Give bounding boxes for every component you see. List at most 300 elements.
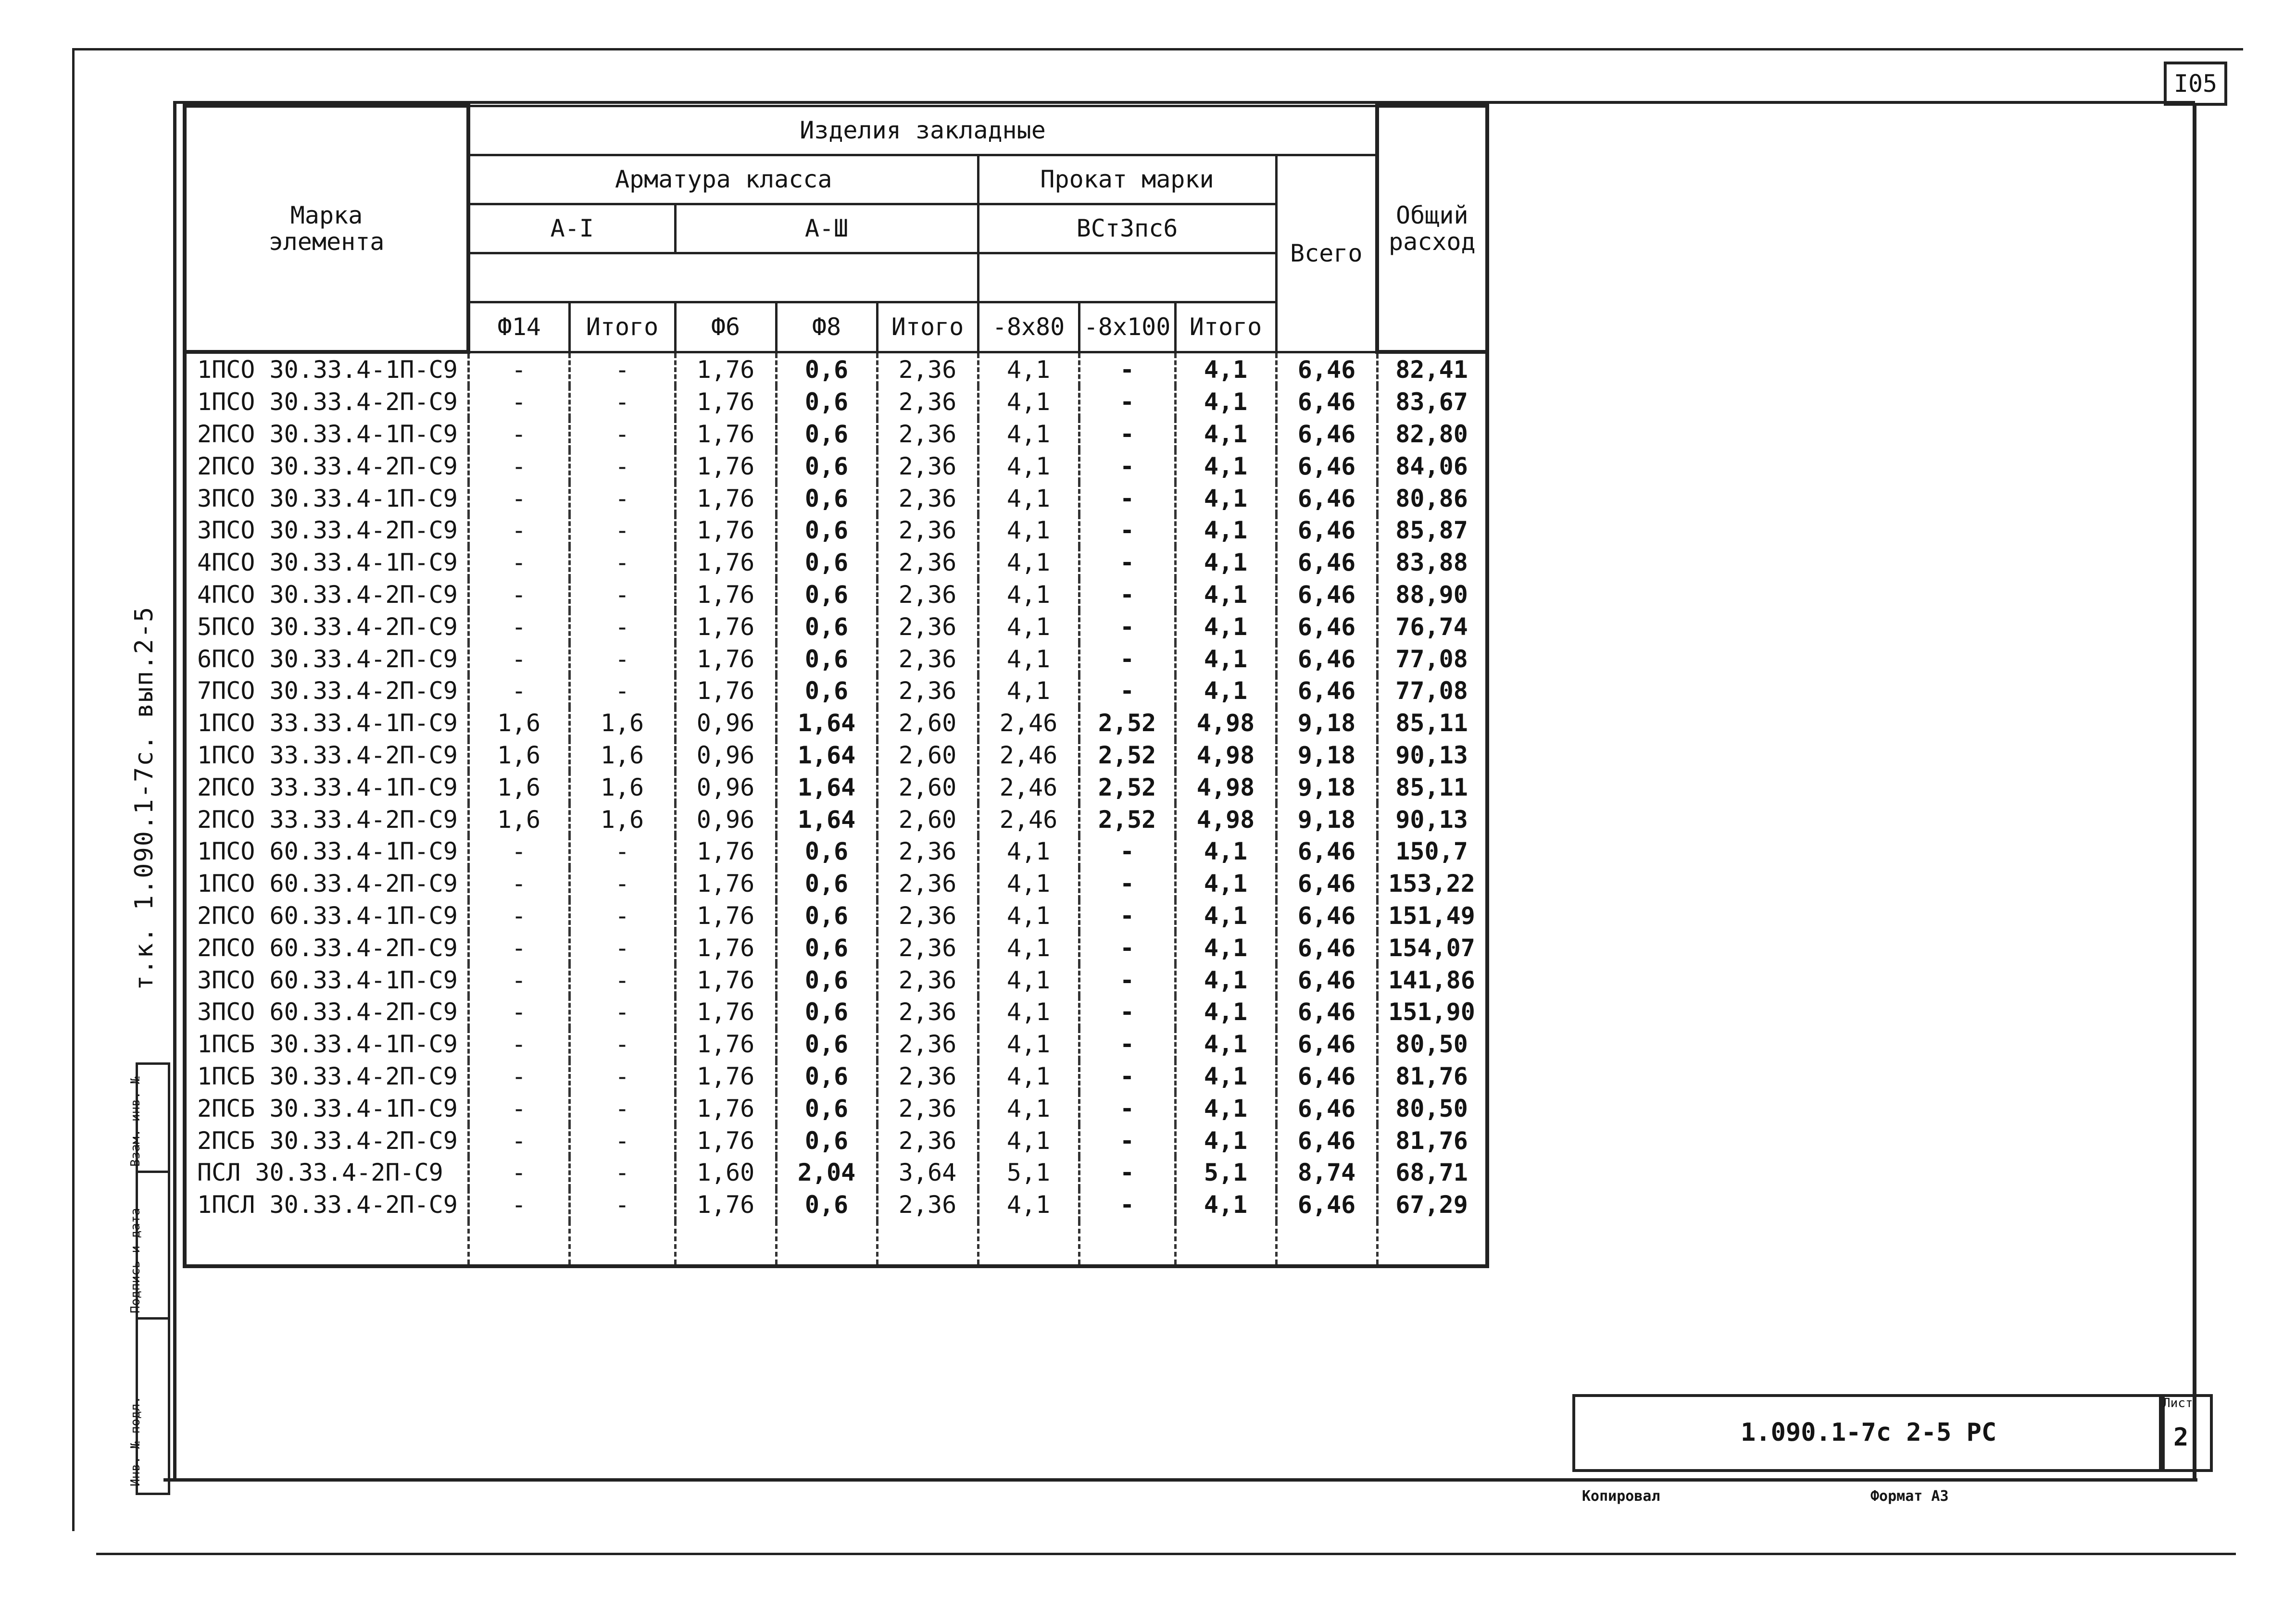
- col-header-plate-80: -8х80: [978, 302, 1079, 352]
- value-cell: 1,76: [675, 482, 776, 514]
- value-cell: 2,60: [877, 707, 978, 739]
- sheet-bottom-trim: [96, 1553, 2236, 1555]
- value-cell: 4,98: [1175, 707, 1276, 739]
- value-cell: -: [569, 675, 675, 707]
- table-row: [185, 964, 1487, 996]
- value-cell: 153,22: [1377, 868, 1487, 900]
- col-header-d8: Ф8: [776, 302, 877, 352]
- side-stamp-label: Взам. инв. №: [128, 1076, 143, 1167]
- value-cell: 6,46: [1276, 996, 1377, 1028]
- value-cell: 85,11: [1377, 707, 1487, 739]
- value-cell: 83,88: [1377, 547, 1487, 579]
- value-cell: 6,46: [1276, 1092, 1377, 1124]
- value-cell: 0,96: [675, 803, 776, 835]
- value-cell: 4,1: [978, 482, 1079, 514]
- col-header-blank: [468, 253, 978, 302]
- value-cell: 2,36: [877, 450, 978, 482]
- value-cell: 154,07: [1377, 932, 1487, 964]
- element-mark-cell: 1ПСО 60.33.4-2П-С9: [185, 868, 468, 900]
- format-label: Формат А3: [1870, 1488, 1949, 1505]
- value-cell: -: [468, 996, 569, 1028]
- value-cell: 0,6: [776, 1124, 877, 1157]
- table-row: [185, 1060, 1487, 1093]
- value-cell: 3,64: [877, 1157, 978, 1189]
- value-cell: -: [569, 482, 675, 514]
- element-mark-cell: 1ПСО 33.33.4-1П-С9: [185, 707, 468, 739]
- value-cell: 4,1: [1175, 579, 1276, 611]
- value-cell: 9,18: [1276, 739, 1377, 772]
- value-cell: -: [468, 900, 569, 932]
- value-cell: -: [1079, 868, 1175, 900]
- value-cell: 6,46: [1276, 835, 1377, 868]
- value-cell: 1,76: [675, 547, 776, 579]
- value-cell: 1,6: [468, 739, 569, 772]
- value-cell: -: [569, 1060, 675, 1093]
- element-mark-cell: 5ПСО 30.33.4-2П-С9: [185, 611, 468, 643]
- col-header-general: Общий расход: [1377, 106, 1487, 352]
- value-cell: 1,76: [675, 386, 776, 418]
- value-cell: -: [1079, 386, 1175, 418]
- value-cell: 68,71: [1377, 1157, 1487, 1189]
- empty-cell: [877, 1221, 978, 1266]
- value-cell: -: [1079, 482, 1175, 514]
- value-cell: 1,64: [776, 739, 877, 772]
- value-cell: -: [569, 1124, 675, 1157]
- value-cell: -: [1079, 579, 1175, 611]
- value-cell: -: [468, 1189, 569, 1221]
- value-cell: 1,76: [675, 675, 776, 707]
- element-mark-cell: 2ПСО 33.33.4-2П-С9: [185, 803, 468, 835]
- value-cell: -: [1079, 900, 1175, 932]
- table-row: [185, 932, 1487, 964]
- value-cell: 0,6: [776, 352, 877, 386]
- value-cell: 4,1: [978, 643, 1079, 675]
- value-cell: -: [1079, 1124, 1175, 1157]
- side-stamp-label: Подпись и дата: [128, 1208, 143, 1313]
- value-cell: 1,6: [468, 707, 569, 739]
- value-cell: 0,6: [776, 579, 877, 611]
- value-cell: 2,36: [877, 643, 978, 675]
- value-cell: 1,76: [675, 1028, 776, 1060]
- value-cell: 2,36: [877, 547, 978, 579]
- value-cell: -: [1079, 932, 1175, 964]
- value-cell: 0,96: [675, 771, 776, 803]
- value-cell: -: [1079, 1092, 1175, 1124]
- embedded-items-table: [183, 104, 1489, 1268]
- value-cell: 151,90: [1377, 996, 1487, 1028]
- value-cell: 1,76: [675, 932, 776, 964]
- value-cell: 4,1: [1175, 932, 1276, 964]
- value-cell: 1,76: [675, 611, 776, 643]
- col-header-mark: Марка элемента: [185, 106, 468, 352]
- value-cell: 6,46: [1276, 675, 1377, 707]
- table-row: [185, 352, 1487, 386]
- table-row: [185, 482, 1487, 514]
- value-cell: 6,46: [1276, 547, 1377, 579]
- value-cell: 0,6: [776, 675, 877, 707]
- value-cell: 2,36: [877, 675, 978, 707]
- element-mark-cell: 3ПСО 30.33.4-1П-С9: [185, 482, 468, 514]
- value-cell: 6,46: [1276, 868, 1377, 900]
- value-cell: -: [569, 932, 675, 964]
- value-cell: 4,1: [978, 1189, 1079, 1221]
- value-cell: 0,6: [776, 868, 877, 900]
- value-cell: 80,50: [1377, 1092, 1487, 1124]
- value-cell: 1,76: [675, 352, 776, 386]
- value-cell: -: [569, 868, 675, 900]
- value-cell: 1,76: [675, 643, 776, 675]
- value-cell: 2,52: [1079, 739, 1175, 772]
- value-cell: -: [468, 611, 569, 643]
- value-cell: 83,67: [1377, 386, 1487, 418]
- value-cell: -: [468, 482, 569, 514]
- value-cell: 82,80: [1377, 418, 1487, 450]
- value-cell: 0,6: [776, 418, 877, 450]
- element-mark-cell: 1ПСБ 30.33.4-1П-С9: [185, 1028, 468, 1060]
- value-cell: 2,36: [877, 1028, 978, 1060]
- value-cell: -: [468, 1060, 569, 1093]
- value-cell: 1,76: [675, 579, 776, 611]
- value-cell: 1,76: [675, 1060, 776, 1093]
- value-cell: 1,6: [569, 803, 675, 835]
- value-cell: 4,1: [978, 675, 1079, 707]
- table-row: [185, 1157, 1487, 1189]
- table-row: [185, 739, 1487, 772]
- element-mark-cell: 3ПСО 60.33.4-2П-С9: [185, 996, 468, 1028]
- table-row: [185, 450, 1487, 482]
- side-stamp: [128, 1062, 170, 1495]
- value-cell: -: [1079, 418, 1175, 450]
- value-cell: -: [1079, 450, 1175, 482]
- value-cell: -: [1079, 1060, 1175, 1093]
- value-cell: -: [569, 1189, 675, 1221]
- value-cell: 4,1: [1175, 547, 1276, 579]
- value-cell: -: [1079, 352, 1175, 386]
- value-cell: 1,64: [776, 803, 877, 835]
- value-cell: 2,36: [877, 835, 978, 868]
- value-cell: 4,1: [978, 1060, 1079, 1093]
- value-cell: -: [1079, 1028, 1175, 1060]
- value-cell: 2,36: [877, 932, 978, 964]
- table-row: [185, 868, 1487, 900]
- value-cell: 4,1: [1175, 1092, 1276, 1124]
- value-cell: 0,6: [776, 1028, 877, 1060]
- value-cell: 1,64: [776, 771, 877, 803]
- frame-right-edge: [2193, 103, 2196, 1481]
- value-cell: 0,6: [776, 643, 877, 675]
- value-cell: 4,1: [1175, 835, 1276, 868]
- value-cell: 4,1: [978, 868, 1079, 900]
- value-cell: 80,86: [1377, 482, 1487, 514]
- value-cell: 6,46: [1276, 1060, 1377, 1093]
- value-cell: -: [569, 450, 675, 482]
- value-cell: -: [569, 352, 675, 386]
- value-cell: -: [1079, 643, 1175, 675]
- table-row: [185, 803, 1487, 835]
- value-cell: 2,36: [877, 1189, 978, 1221]
- value-cell: -: [569, 418, 675, 450]
- value-cell: -: [1079, 996, 1175, 1028]
- value-cell: 2,60: [877, 739, 978, 772]
- value-cell: 1,76: [675, 1189, 776, 1221]
- col-header-grade: ВСт3пс6: [978, 204, 1276, 253]
- element-mark-cell: 2ПСО 30.33.4-1П-С9: [185, 418, 468, 450]
- value-cell: 4,1: [1175, 900, 1276, 932]
- value-cell: 4,1: [978, 1124, 1079, 1157]
- side-stamp-label: Инв. № подл.: [128, 1396, 143, 1486]
- col-header-blank: [978, 253, 1276, 302]
- value-cell: 4,1: [978, 1028, 1079, 1060]
- table-row: [185, 1028, 1487, 1060]
- value-cell: 2,36: [877, 900, 978, 932]
- value-cell: 4,1: [978, 418, 1079, 450]
- value-cell: 67,29: [1377, 1189, 1487, 1221]
- sheet-number: I05: [2164, 62, 2227, 106]
- empty-cell: [1079, 1221, 1175, 1266]
- value-cell: 0,6: [776, 964, 877, 996]
- value-cell: 0,6: [776, 932, 877, 964]
- value-cell: -: [569, 996, 675, 1028]
- value-cell: -: [468, 1157, 569, 1189]
- element-mark-cell: 7ПСО 30.33.4-2П-С9: [185, 675, 468, 707]
- value-cell: 141,86: [1377, 964, 1487, 996]
- element-mark-cell: 2ПСО 30.33.4-2П-С9: [185, 450, 468, 482]
- value-cell: 1,64: [776, 707, 877, 739]
- table-row: [185, 1124, 1487, 1157]
- value-cell: -: [468, 964, 569, 996]
- col-header-class-a1: А-I: [468, 204, 675, 253]
- empty-cell: [978, 1221, 1079, 1266]
- value-cell: -: [468, 835, 569, 868]
- element-mark-cell: 1ПСО 60.33.4-1П-С9: [185, 835, 468, 868]
- value-cell: 4,1: [1175, 514, 1276, 547]
- value-cell: 4,1: [1175, 418, 1276, 450]
- value-cell: -: [468, 418, 569, 450]
- value-cell: 88,90: [1377, 579, 1487, 611]
- side-stamp-replaced-inv: [128, 1065, 168, 1173]
- value-cell: 6,46: [1276, 932, 1377, 964]
- value-cell: -: [468, 450, 569, 482]
- col-header-rolled: Прокат марки: [978, 155, 1276, 204]
- value-cell: -: [1079, 1189, 1175, 1221]
- value-cell: -: [1079, 1157, 1175, 1189]
- value-cell: 2,36: [877, 579, 978, 611]
- value-cell: 2,46: [978, 803, 1079, 835]
- col-header-group: Изделия закладные: [468, 106, 1377, 155]
- value-cell: 2,60: [877, 771, 978, 803]
- element-mark-cell: 3ПСО 60.33.4-1П-С9: [185, 964, 468, 996]
- value-cell: 4,1: [978, 1092, 1079, 1124]
- value-cell: 77,08: [1377, 643, 1487, 675]
- value-cell: -: [1079, 675, 1175, 707]
- value-cell: 9,18: [1276, 707, 1377, 739]
- value-cell: 4,1: [1175, 386, 1276, 418]
- element-mark-cell: 1ПСО 30.33.4-2П-С9: [185, 386, 468, 418]
- element-mark-cell: 2ПСБ 30.33.4-1П-С9: [185, 1092, 468, 1124]
- value-cell: 6,46: [1276, 482, 1377, 514]
- value-cell: 4,1: [1175, 611, 1276, 643]
- value-cell: 1,6: [569, 771, 675, 803]
- value-cell: -: [569, 900, 675, 932]
- value-cell: -: [569, 386, 675, 418]
- value-cell: -: [468, 1124, 569, 1157]
- table-row: [185, 579, 1487, 611]
- value-cell: 81,76: [1377, 1060, 1487, 1093]
- value-cell: -: [569, 643, 675, 675]
- element-mark-cell: 2ПСО 60.33.4-1П-С9: [185, 900, 468, 932]
- value-cell: 2,36: [877, 1124, 978, 1157]
- value-cell: 5,1: [1175, 1157, 1276, 1189]
- empty-cell: [1276, 1221, 1377, 1266]
- value-cell: 6,46: [1276, 450, 1377, 482]
- document-code: 1.090.1-7с 2-5 РС: [1741, 1418, 1997, 1447]
- value-cell: 9,18: [1276, 771, 1377, 803]
- element-mark-cell: 2ПСО 33.33.4-1П-С9: [185, 771, 468, 803]
- table-row: [185, 514, 1487, 547]
- value-cell: 4,1: [978, 996, 1079, 1028]
- table-row: [185, 707, 1487, 739]
- element-mark-cell: 1ПСО 30.33.4-1П-С9: [185, 352, 468, 386]
- side-stamp-inv-original: [128, 1320, 168, 1490]
- empty-cell: [569, 1221, 675, 1266]
- value-cell: 4,1: [978, 964, 1079, 996]
- copied-by-label: Копировал: [1582, 1488, 1660, 1505]
- element-mark-cell: 6ПСО 30.33.4-2П-С9: [185, 643, 468, 675]
- value-cell: 0,6: [776, 900, 877, 932]
- value-cell: 84,06: [1377, 450, 1487, 482]
- empty-cell: [185, 1221, 468, 1266]
- value-cell: -: [569, 1028, 675, 1060]
- col-header-plate-100: -8х100: [1079, 302, 1175, 352]
- value-cell: 4,1: [978, 352, 1079, 386]
- value-cell: 1,76: [675, 514, 776, 547]
- value-cell: -: [569, 579, 675, 611]
- value-cell: 2,46: [978, 739, 1079, 772]
- element-mark-cell: 2ПСО 60.33.4-2П-С9: [185, 932, 468, 964]
- value-cell: -: [468, 675, 569, 707]
- side-stamp-signature: [128, 1173, 168, 1320]
- value-cell: 4,1: [1175, 1124, 1276, 1157]
- value-cell: 2,46: [978, 707, 1079, 739]
- value-cell: 4,98: [1175, 771, 1276, 803]
- value-cell: 2,46: [978, 771, 1079, 803]
- value-cell: 2,52: [1079, 707, 1175, 739]
- value-cell: 1,6: [569, 739, 675, 772]
- value-cell: 4,98: [1175, 739, 1276, 772]
- value-cell: 1,76: [675, 1124, 776, 1157]
- table-bottom-spacer: [185, 1221, 1487, 1266]
- value-cell: 1,76: [675, 900, 776, 932]
- col-header-subtotal-rolled: Итого: [1175, 302, 1276, 352]
- value-cell: 6,46: [1276, 352, 1377, 386]
- value-cell: 90,13: [1377, 739, 1487, 772]
- value-cell: -: [1079, 835, 1175, 868]
- table-row: [185, 643, 1487, 675]
- value-cell: 2,36: [877, 352, 978, 386]
- value-cell: 4,1: [1175, 675, 1276, 707]
- empty-cell: [776, 1221, 877, 1266]
- value-cell: 0,6: [776, 514, 877, 547]
- table-row: [185, 675, 1487, 707]
- value-cell: -: [569, 964, 675, 996]
- col-header-rebar: Арматура класса: [468, 155, 978, 204]
- col-header-subtotal-a1: Итого: [569, 302, 675, 352]
- value-cell: 4,1: [978, 932, 1079, 964]
- value-cell: 1,76: [675, 868, 776, 900]
- value-cell: 0,6: [776, 1092, 877, 1124]
- value-cell: 6,46: [1276, 611, 1377, 643]
- table-row: [185, 1092, 1487, 1124]
- value-cell: -: [1079, 611, 1175, 643]
- value-cell: 4,1: [1175, 643, 1276, 675]
- table-row: [185, 418, 1487, 450]
- col-header-class-a3: А-Ш: [675, 204, 978, 253]
- value-cell: 1,6: [468, 771, 569, 803]
- col-header-d14: Ф14: [468, 302, 569, 352]
- value-cell: 0,6: [776, 1060, 877, 1093]
- value-cell: 2,36: [877, 868, 978, 900]
- value-cell: 6,46: [1276, 1124, 1377, 1157]
- value-cell: 1,76: [675, 835, 776, 868]
- value-cell: -: [1079, 964, 1175, 996]
- value-cell: 1,76: [675, 450, 776, 482]
- value-cell: 4,1: [1175, 352, 1276, 386]
- value-cell: 0,6: [776, 386, 877, 418]
- value-cell: -: [569, 1092, 675, 1124]
- table-row: [185, 835, 1487, 868]
- value-cell: 4,98: [1175, 803, 1276, 835]
- frame-bottom-edge: [163, 1478, 2197, 1482]
- value-cell: 90,13: [1377, 803, 1487, 835]
- value-cell: 4,1: [1175, 996, 1276, 1028]
- value-cell: 2,36: [877, 1092, 978, 1124]
- table-row: [185, 996, 1487, 1028]
- value-cell: 2,52: [1079, 803, 1175, 835]
- col-header-subtotal-a3: Итого: [877, 302, 978, 352]
- value-cell: 2,36: [877, 386, 978, 418]
- value-cell: 5,1: [978, 1157, 1079, 1189]
- value-cell: 4,1: [978, 450, 1079, 482]
- value-cell: 85,87: [1377, 514, 1487, 547]
- value-cell: 2,04: [776, 1157, 877, 1189]
- value-cell: -: [468, 386, 569, 418]
- value-cell: 4,1: [1175, 868, 1276, 900]
- value-cell: 1,76: [675, 964, 776, 996]
- value-cell: 0,6: [776, 547, 877, 579]
- value-cell: 4,1: [1175, 964, 1276, 996]
- value-cell: 9,18: [1276, 803, 1377, 835]
- col-header-total: Всего: [1276, 155, 1377, 352]
- value-cell: 2,36: [877, 1060, 978, 1093]
- value-cell: 2,52: [1079, 771, 1175, 803]
- value-cell: 4,1: [978, 611, 1079, 643]
- value-cell: 2,36: [877, 482, 978, 514]
- element-mark-cell: 1ПСБ 30.33.4-2П-С9: [185, 1060, 468, 1093]
- empty-cell: [468, 1221, 569, 1266]
- value-cell: 0,6: [776, 1189, 877, 1221]
- value-cell: -: [468, 579, 569, 611]
- value-cell: 2,36: [877, 514, 978, 547]
- value-cell: 6,46: [1276, 1189, 1377, 1221]
- value-cell: -: [1079, 514, 1175, 547]
- value-cell: -: [468, 1028, 569, 1060]
- value-cell: 0,96: [675, 707, 776, 739]
- value-cell: -: [468, 868, 569, 900]
- table-row: [185, 386, 1487, 418]
- table-row: [185, 611, 1487, 643]
- value-cell: 6,46: [1276, 418, 1377, 450]
- value-cell: 1,76: [675, 418, 776, 450]
